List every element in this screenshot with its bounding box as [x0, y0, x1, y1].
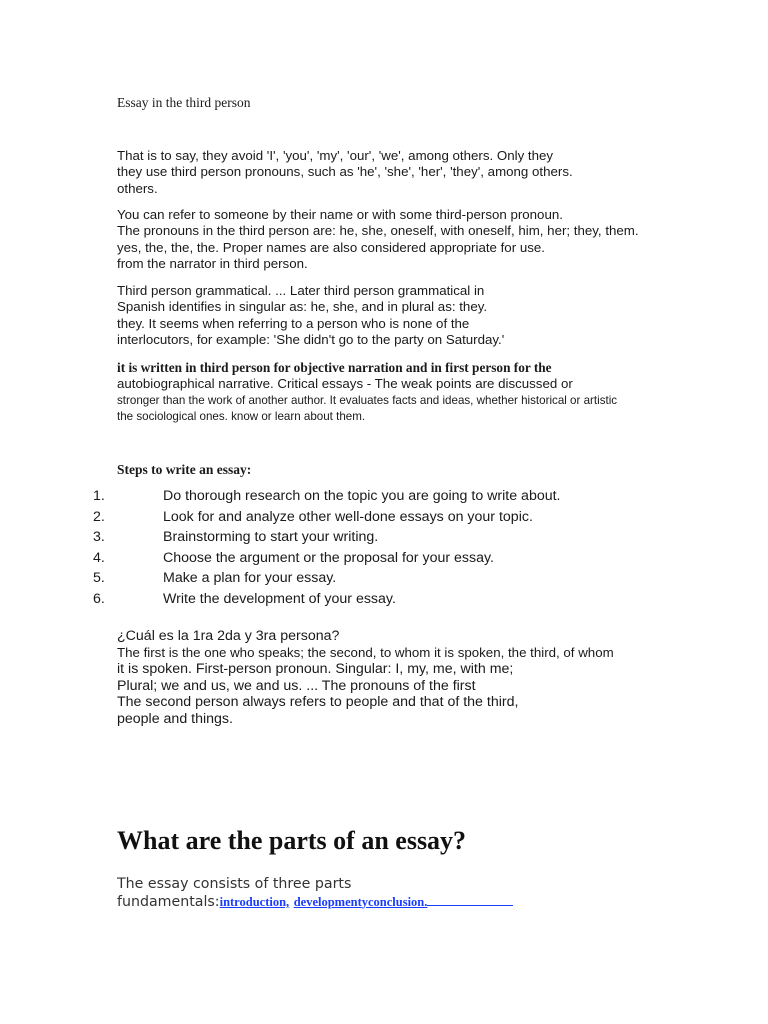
paragraph-third-person-pronouns — [117, 207, 639, 273]
text-line: The first is the one who speaks; the second, to whom it is spoken, the third, of whom — [117, 644, 614, 660]
text-fragment: fundamentals: — [117, 894, 220, 910]
link-conjunction[interactable]: y — [361, 895, 368, 909]
steps-heading: Steps to write an essay: — [117, 462, 252, 477]
list-number: 4. — [93, 549, 105, 566]
text-line: Plural; we and us, we and us. ... The pronouns of the first — [117, 677, 476, 694]
text-line: yes, the, the, the. Proper names are also considered appropriate for use. — [117, 239, 545, 255]
list-item — [93, 570, 653, 591]
text-line: ¿Cuál es la 1ra 2da y 3ra persona? — [117, 628, 340, 644]
text-line — [117, 893, 513, 911]
text-line: The essay consists of three parts — [117, 876, 352, 892]
text-line: they use third person pronouns, such as 'he', 'she', 'her', 'they', among others. — [117, 164, 573, 180]
list-text: Look for and analyze other well-done essays on your topic. — [163, 508, 533, 525]
paragraph-grammatical-persons — [117, 628, 614, 728]
page-title: Essay in the third person — [117, 95, 251, 110]
list-text: Brainstorming to start your writing. — [163, 529, 379, 545]
text-line: Spanish identifies in singular as: he, she, and in plural as: they. — [117, 299, 488, 315]
list-text: Choose the argument or the proposal for your essay. — [163, 549, 494, 566]
text-line: from the narrator in third person. — [117, 256, 308, 272]
section-heading: What are the parts of an essay? — [117, 826, 467, 855]
text-line: The pronouns in the third person are: he, she, oneself, with oneself, him, her; they, them. — [117, 223, 639, 239]
list-number: 2. — [93, 508, 105, 525]
text-line: it is spoken. First-person pronoun. Singular: I, my, me, with me; — [117, 661, 514, 678]
text-line: they. It seems when referring to a person who is none of the — [117, 315, 470, 331]
link-underline-trailing — [427, 893, 513, 906]
list-text: Make a plan for your essay. — [163, 570, 337, 586]
list-text: Do thorough research on the topic you are going to write about. — [163, 488, 561, 504]
text-line: others. — [117, 180, 158, 196]
text-line: Third person grammatical. ... Later third person grammatical in — [117, 283, 485, 298]
list-item — [93, 509, 653, 530]
list-item — [93, 529, 653, 550]
steps-list — [93, 488, 653, 611]
text-line: The second person always refers to people and that of the third, — [117, 694, 519, 711]
list-number: 1. — [93, 488, 105, 504]
link-development[interactable]: development — [293, 895, 362, 909]
text-line: You can refer to someone by their name or with some third-person pronoun. — [117, 207, 563, 222]
text-line: That is to say, they avoid 'I', 'you', 'my', 'our', 'we', among others. Only they — [117, 148, 554, 163]
paragraph-pronouns-avoided — [117, 148, 573, 197]
text-line: autobiographical narrative. Critical essays - The weak points are discussed or — [117, 376, 573, 392]
bold-text-line: it is written in third person for objective narration and in first person for the — [117, 360, 552, 375]
list-number: 6. — [93, 590, 105, 607]
text-line: stronger than the work of another author. It evaluates facts and ideas, whether historical or artistic — [117, 393, 618, 407]
paragraph-essay-parts — [117, 876, 513, 911]
link-conclusion[interactable]: conclusion. — [368, 895, 428, 909]
list-item — [93, 550, 653, 571]
text-line: people and things. — [117, 710, 233, 727]
paragraph-objective-narration — [117, 360, 617, 426]
link-introduction[interactable]: introduction, — [219, 895, 290, 909]
paragraph-grammatical-third-person — [117, 283, 504, 349]
list-number: 3. — [93, 529, 105, 545]
list-item — [93, 591, 653, 612]
text-line: the sociological ones. know or learn about them. — [117, 410, 366, 424]
list-item — [93, 488, 653, 509]
list-text: Write the development of your essay. — [163, 590, 396, 607]
text-line: interlocutors, for example: 'She didn't go to the party on Saturday.' — [117, 332, 505, 348]
list-number: 5. — [93, 570, 105, 586]
